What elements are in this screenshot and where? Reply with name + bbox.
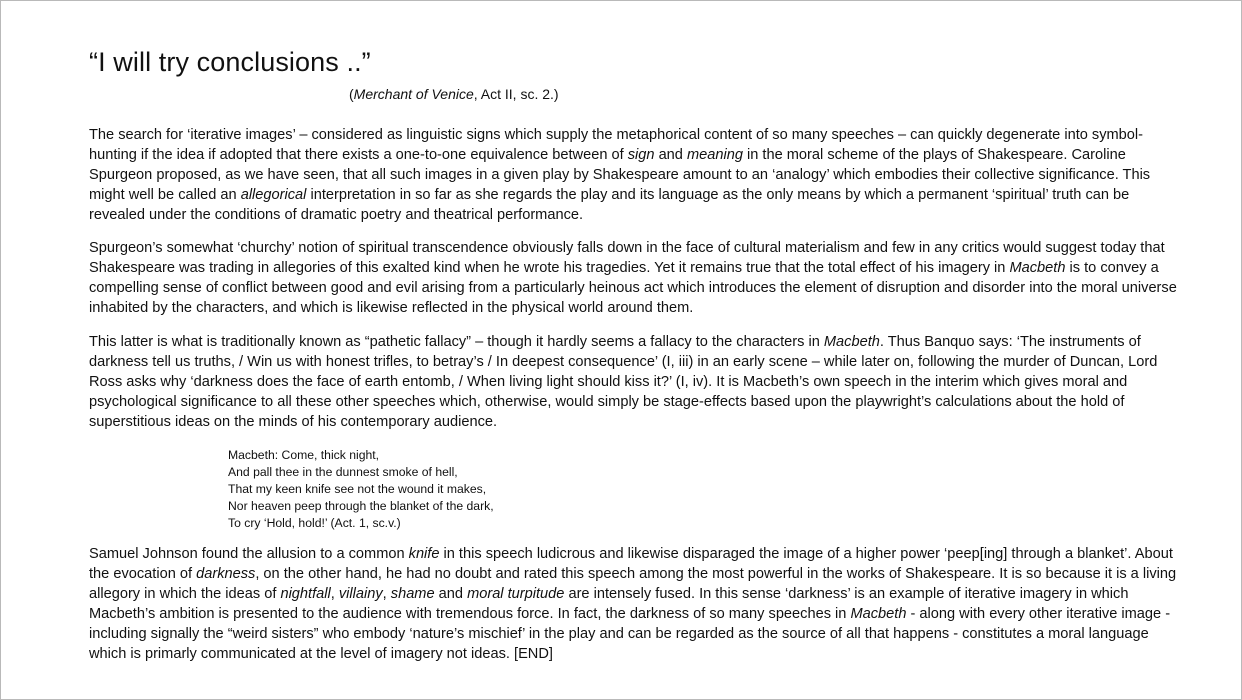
paragraph-4-text: - along with every other iterative image - including signally the “weird sisters” who embody ‘nature’s mischief’ in the play and can be regarded as the source of all that happens - constitutes a moral language which is primarly communicated at the level of imagery not ideas. [END] (89, 606, 1171, 662)
paragraph-3 (89, 332, 1184, 432)
paragraph-4-italic: moral turpitude (467, 586, 565, 602)
verse-line: To cry ‘Hold, hold!’ (Act. 1, sc.v.) (228, 516, 401, 530)
paragraph-2-text: is to convey a compelling sense of conflict between good and evil arising from a particularly heinous act which introduces the element of disruption and disorder into the moral universe inhabited by the characters, and which is likewise reflected in the physical world around them. (89, 260, 1177, 316)
paragraph-4-italic: nightfall (280, 586, 331, 602)
paragraph-1-italic: meaning (686, 147, 743, 163)
paragraph-2-italic: Macbeth (1009, 260, 1066, 276)
verse-line: Macbeth: Come, thick night, (228, 448, 380, 462)
paragraph-1-text: and (654, 147, 687, 163)
paragraph-4-text: in this speech ludicrous and likewise disparaged the image of a higher power ‘peep[ing] through a blanket’. About the evocation of (89, 546, 1173, 582)
verse-line: Nor heaven peep through the blanket of the dark, (228, 499, 494, 513)
verse-quote (228, 447, 494, 532)
paragraph-1-text: The search for ‘iterative images’ – considered as linguistic signs which supply the metaphorical content of so many speeches – can quickly degenerate into symbol-hunting if the idea if adopted that there exists a one-to-one equivalence between of (89, 127, 1143, 163)
paragraph-1-text: interpretation in so far as she regards the play and its language as the only means by which a permanent ‘spiritual’ truth can be revealed under the conditions of dramatic poetry and theatrical performance. (89, 187, 1130, 223)
citation-rest: , Act II, sc. 2.) (473, 86, 559, 102)
paragraph-4-text: and (434, 586, 468, 602)
paragraph-3-text: This latter is what is traditionally known as “pathetic fallacy” – though it hardly seems a fallacy to the characters in (89, 334, 824, 350)
paragraph-1-text: in the moral scheme of the plays of Shakespeare. Caroline Spurgeon proposed, as we have seen, that all such images in a given play by Shakespeare amount to an ‘analogy’ which embodies their collective significance. This might well be called an (89, 147, 1151, 203)
paragraph-1 (89, 125, 1184, 225)
paragraph-3-italic: Macbeth (823, 334, 880, 350)
document-title: “I will try conclusions ..” (89, 47, 371, 77)
verse-line: That my keen knife see not the wound it makes, (228, 482, 487, 496)
paragraph-2 (89, 238, 1184, 318)
paragraph-4-text: , on the other hand, he had no doubt and rated this speech among the most powerful in the works of Shakespeare. It is so because it is a living allegory in which the ideas of (89, 566, 1177, 602)
paragraph-4-text: are intensely fused. In this sense ‘darkness’ is an example of iterative imagery in which Macbeth’s ambition is presented to the audience with tremendous force. In fact, the darkness of so many speeches in (89, 586, 1129, 622)
paragraph-4-text: Samuel Johnson found the allusion to a common (89, 546, 409, 562)
paragraph-4-italic: Macbeth (850, 606, 907, 622)
paragraph-4-text: , (330, 586, 339, 602)
paragraph-1-italic: sign (627, 147, 655, 163)
paragraph-4-text: , (382, 586, 391, 602)
paragraph-1-italic: allegorical (240, 187, 307, 203)
title-citation (349, 86, 559, 102)
paragraph-4-italic: knife (408, 546, 440, 562)
paragraph-4-italic: shame (390, 586, 435, 602)
paragraph-4-italic: darkness (196, 566, 256, 582)
citation-open: ( (349, 86, 354, 102)
citation-work: Merchant of Venice (353, 86, 474, 102)
paragraph-4 (89, 544, 1184, 664)
paragraph-3-text: . Thus Banquo says: ‘The instruments of darkness tell us truths, / Win us with honest trifles, to betray’s / In deepest consequence’ (I, iii) in an early scene – while later on, following the murder of Duncan, Lord Ross asks why ‘darkness does the face of earth entomb, / When living light should kiss it?’ (I, iv). It is Macbeth’s own speech in the interim which gives moral and psychological significance to all these other speeches which, otherwise, would simply be stage-effects based upon the playwright’s calculations about the hold of superstitious ideas on the minds of his contemporary audience. (89, 334, 1158, 430)
paragraph-4-italic: villainy (338, 586, 383, 602)
paragraph-2-text: Spurgeon’s somewhat ‘churchy’ notion of spiritual transcendence obviously falls down in the face of cultural materialism and few in any critics would suggest today that Shakespeare was trading in allegories of this exalted kind when he wrote his tragedies. Yet it remains true that the total effect of his imagery in (89, 240, 1165, 276)
verse-line: And pall thee in the dunnest smoke of hell, (228, 465, 458, 479)
